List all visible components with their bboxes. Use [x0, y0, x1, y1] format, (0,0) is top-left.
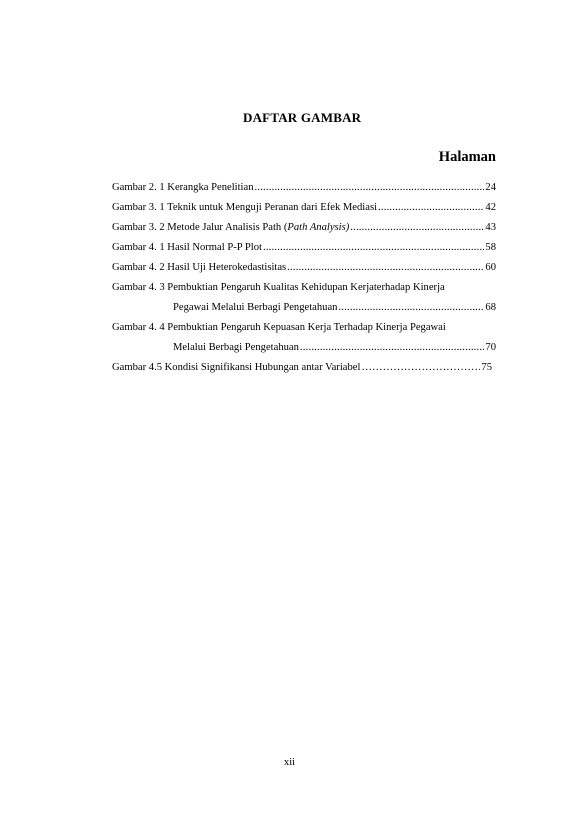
- entry-label: Gambar 4.5 Kondisi Signifikansi Hubungan antar Variabel: [112, 362, 361, 373]
- entry-label-continuation: Pegawai Melalui Berbagi Pengetahuan: [173, 302, 338, 313]
- list-item[interactable]: [112, 181, 496, 201]
- dot-leader: [350, 221, 484, 235]
- list-item-continuation[interactable]: [112, 341, 496, 361]
- entry-label-italic: Path Analysis): [287, 222, 350, 233]
- entry-label: Gambar 4. 4 Pembuktian Pengaruh Kepuasan Kerja Terhadap Kinerja Pegawai: [112, 322, 446, 333]
- page-title: DAFTAR GAMBAR: [243, 110, 362, 125]
- dot-leader: [378, 201, 484, 215]
- list-item[interactable]: [112, 281, 496, 301]
- entry-page: 75: [481, 362, 492, 373]
- entry-label: Gambar 3. 1 Teknik untuk Menguji Peranan dari Efek Mediasi: [112, 202, 378, 213]
- list-item[interactable]: [112, 361, 492, 381]
- dot-leader: [287, 261, 484, 275]
- footer-page-number: xii: [283, 757, 296, 768]
- entry-label: Gambar 4. 2 Hasil Uji Heterokedastisitas: [112, 262, 287, 273]
- entry-label: Gambar 4. 3 Pembuktian Pengaruh Kualitas Kehidupan Kerjaterhadap Kinerja: [112, 282, 445, 293]
- entry-label: Gambar 2. 1 Kerangka Penelitian: [112, 182, 254, 193]
- page-column-header: Halaman: [438, 149, 496, 165]
- list-item-continuation[interactable]: [112, 301, 496, 321]
- entry-page: 43: [485, 222, 496, 233]
- dot-leader: [255, 181, 485, 195]
- list-item[interactable]: [112, 261, 496, 281]
- dot-leader: [338, 301, 484, 315]
- figure-list: [112, 181, 496, 381]
- list-item[interactable]: [112, 221, 496, 241]
- entry-page: 70: [485, 342, 496, 353]
- entry-page: 60: [485, 262, 496, 273]
- list-item[interactable]: [112, 241, 496, 261]
- dot-leader: [263, 241, 484, 255]
- entry-label: [112, 221, 349, 235]
- entry-page: 24: [485, 182, 496, 193]
- list-item[interactable]: [112, 201, 496, 221]
- entry-label-text: Gambar 3. 2 Metode Jalur Analisis Path (: [112, 222, 288, 233]
- entry-page: 58: [485, 242, 496, 253]
- dot-leader: [300, 341, 484, 355]
- entry-label-continuation: Melalui Berbagi Pengetahuan: [173, 342, 299, 353]
- entry-page: 68: [485, 302, 496, 313]
- entry-page: 42: [485, 202, 496, 213]
- list-item[interactable]: [112, 321, 496, 341]
- entry-label: Gambar 4. 1 Hasil Normal P-P Plot: [112, 242, 262, 253]
- dot-leader: [361, 361, 480, 375]
